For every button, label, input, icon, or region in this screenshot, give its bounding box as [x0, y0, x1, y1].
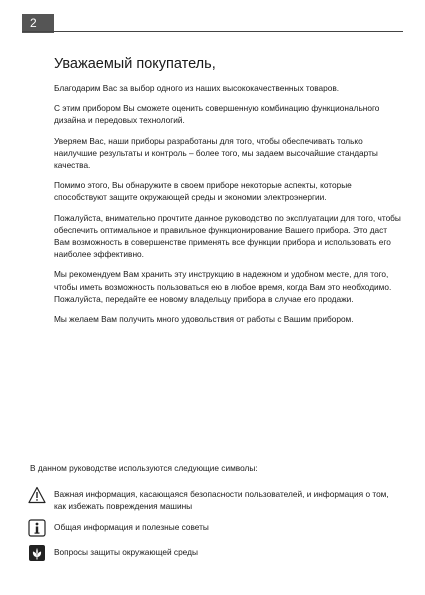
environment-icon	[28, 544, 46, 562]
symbols-intro: В данном руководстве используются следующие символы:	[30, 463, 258, 473]
letter-paragraph: Благодарим Вас за выбор одного из наших высококачественных товаров.	[54, 83, 340, 93]
header-rule	[22, 31, 403, 32]
letter-paragraph: Уверяем Вас, наши приборы разработаны для того, чтобы обеспечивать только наилучшие результаты и контроль – более того, мы задаем высочайшие стандарты качества.	[54, 135, 378, 171]
letter-paragraph: Мы рекомендуем Вам хранить эту инструкцию в надежном и удобном месте, для того, чтобы иметь возможность пользоваться ею в любое время, когда Вам это необходимо. Пожалуйста, передайте ее новому владельцу прибора в случае его продажи.	[54, 269, 392, 304]
symbol-description: Вопросы защиты окружающей среды	[54, 547, 198, 557]
symbol-description: Важная информация, касающаяся безопасности пользователей, и информация о том, как избежать повреждения машины	[54, 489, 389, 512]
letter-paragraph: Мы желаем Вам получить много удовольствия от работы с Вашим прибором.	[54, 314, 354, 325]
letter-paragraph: Помимо этого, Вы обнаружите в своем приборе некоторые аспекты, которые способствуют защите окружающей среды и экономии электроэнергии.	[54, 180, 352, 203]
letter-paragraph: Пожалуйста, внимательно прочтите данное руководство по эксплуатации для того, чтобы обеспечить оптимальное и правильное функционирование Вашего прибора. Это даст Вам возможность в совершенстве применять все функции прибора и использовать его наиболее эффективно.	[54, 212, 401, 260]
info-icon	[28, 519, 46, 537]
warning-triangle-icon	[28, 486, 46, 504]
letter-paragraph: С этим прибором Вы сможете оценить совершенную комбинацию функционального дизайна и передовых технологий.	[54, 103, 380, 126]
page-number: 2	[30, 16, 37, 30]
letter-heading: Уважаемый покупатель,	[54, 56, 216, 72]
symbol-description: Общая информация и полезные советы	[54, 522, 209, 532]
letter-body	[54, 55, 404, 333]
